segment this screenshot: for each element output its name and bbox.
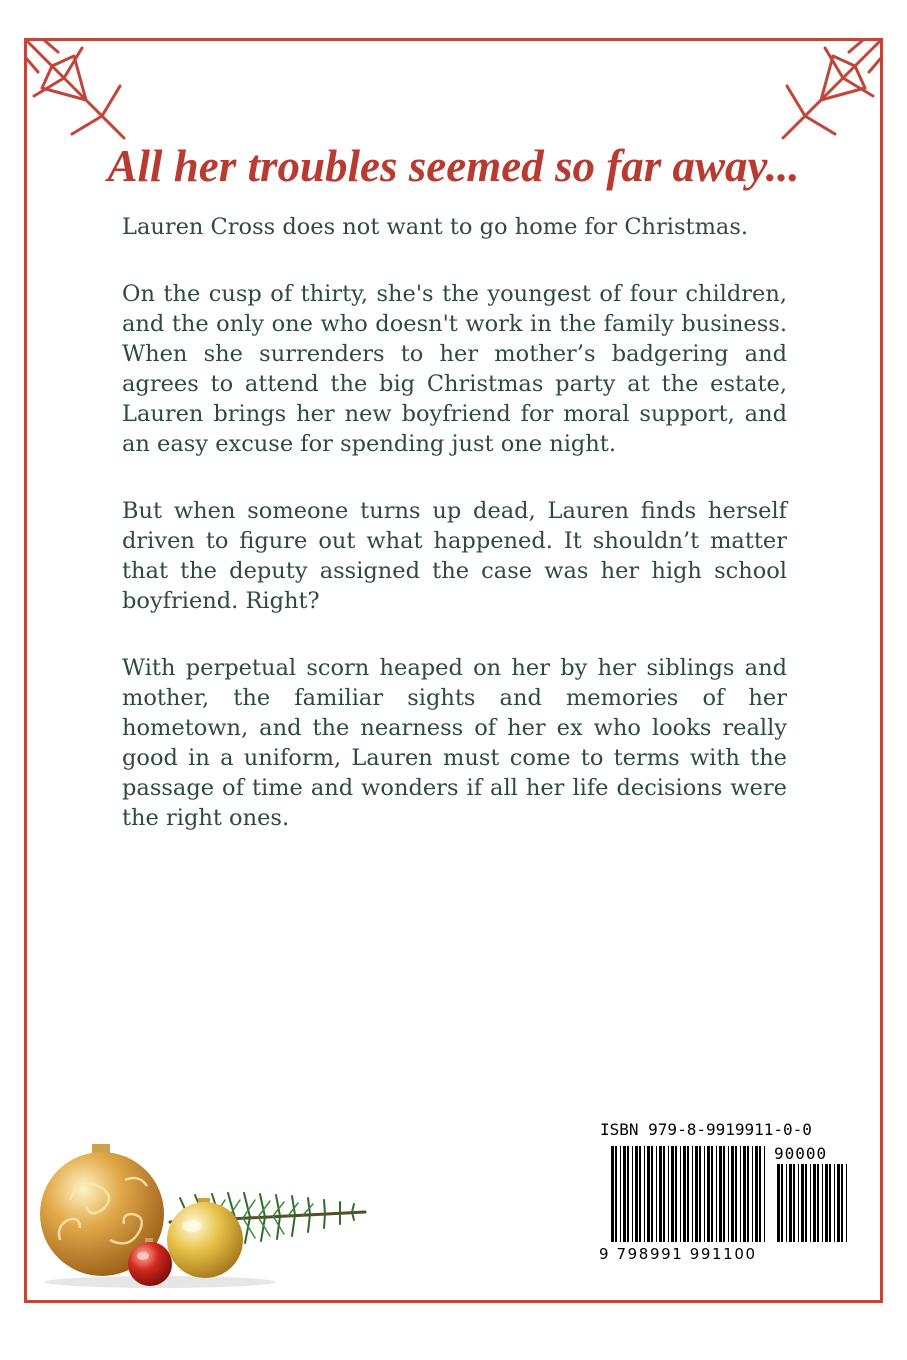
back-cover-blurb <box>122 212 787 870</box>
headline: All her troubles seemed so far away... <box>107 141 800 191</box>
snowflake-corner-top-left-icon <box>24 38 134 143</box>
barcode-ean-number: 9 798991 991100 <box>599 1245 757 1263</box>
barcode-addon-number: 90000 <box>774 1144 828 1163</box>
isbn-label: ISBN 979-8-9919911-0-0 <box>600 1120 812 1139</box>
blurb-paragraph-2: On the cusp of thirty, she's the youngest of four children, and the only one who doesn't work in the family business. When she surrenders to her mother’s badgering and agrees to attend the big Christmas party at the estate, Lauren brings her new boyfriend for moral support, and an easy excuse for spending just one night. <box>122 281 787 457</box>
blurb-paragraph-3: But when someone turns up dead, Lauren finds herself driven to figure out what happened. It shouldn’t matter that the deputy assigned the case was her high school boyfriend. Right? <box>122 498 787 614</box>
blurb-paragraph-1: Lauren Cross does not want to go home for Christmas. <box>122 214 749 240</box>
barcode-bars <box>597 1120 855 1248</box>
isbn-barcode <box>597 1120 855 1262</box>
christmas-ornaments-illustration <box>30 1140 375 1290</box>
snowflake-corner-top-right-icon <box>773 38 883 143</box>
blurb-paragraph-4: With perpetual scorn heaped on her by her siblings and mother, the familiar sights and memories of her hometown, and the nearness of her ex who looks really good in a uniform, Lauren must come to terms with the passage of time and wonders if all her life decisions were the right ones. <box>122 655 787 831</box>
